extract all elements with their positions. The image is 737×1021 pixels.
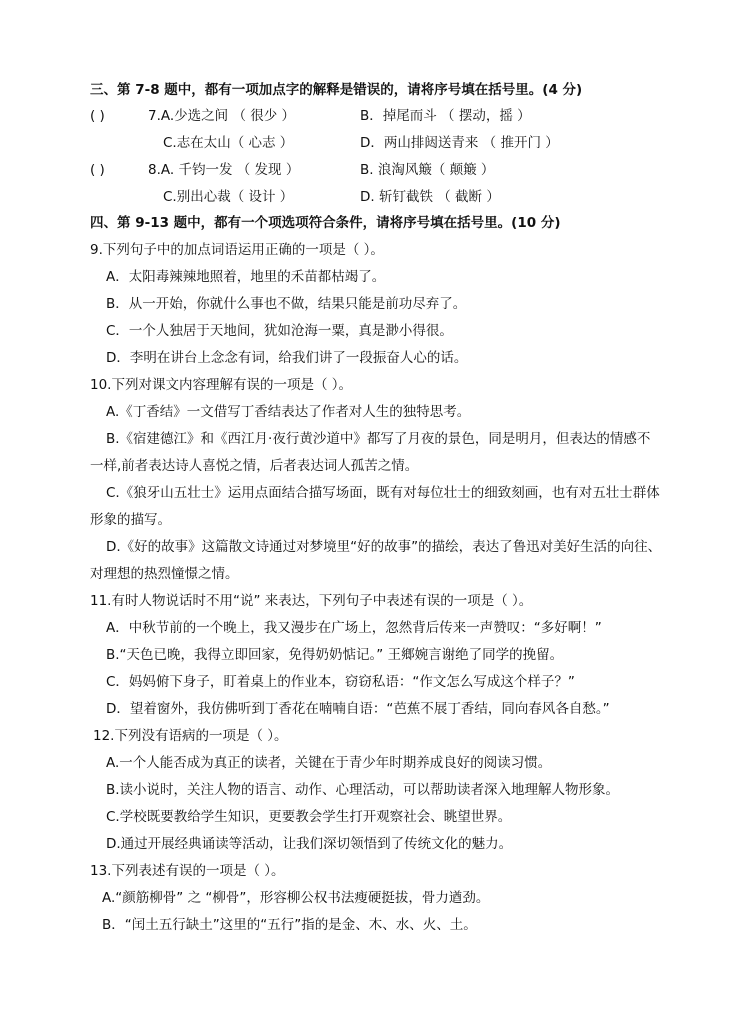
q12-option-d: D.通过开展经典诵读等活动，让我们深切领悟到了传统文化的魅力。 bbox=[106, 836, 513, 852]
q9-stem: 9.下列句子中的加点词语运用正确的一项是（ ）。 bbox=[90, 242, 384, 258]
q11-stem: 11.有时人物说话时不用“说” 来表达，下列句子中表述有误的一项是（ ）。 bbox=[90, 593, 533, 609]
q8-option-d: D. 斩钉截铁 （ 截断 ） bbox=[360, 189, 500, 205]
q10-option-b-cont: 一样,前者表达诗人喜悦之情，后者表达词人孤苦之情。 bbox=[90, 458, 419, 474]
q12-option-c: C.学校既要教给学生知识，更要教会学生打开观察社会、眺望世界。 bbox=[106, 809, 512, 825]
q8-answer-paren: ( ) bbox=[90, 162, 105, 178]
q11-option-c: C．妈妈俯下身子，盯着桌上的作业本，窃窃私语：“作文怎么写成这个样子？” bbox=[106, 674, 575, 690]
q10-option-c-cont: 形象的描写。 bbox=[90, 512, 171, 528]
q8-option-a: 8.A. 千钧一发 （ 发现 ） bbox=[148, 162, 300, 178]
section4-heading: 四、第 9-13 题中，都有一个项选项符合条件，请将序号填在括号里。(10 分) bbox=[90, 215, 561, 231]
section3-heading: 三、第 7-8 题中，都有一项加点字的解释是错误的，请将序号填在括号里。(4 分) bbox=[90, 82, 583, 98]
q12-option-b: B.读小说时，关注人物的语言、动作、心理活动，可以帮助读者深入地理解人物形象。 bbox=[106, 782, 620, 798]
q10-stem: 10.下列对课文内容理解有误的一项是（ ）。 bbox=[90, 377, 353, 393]
q8-option-c: C.别出心裁（ 设计 ） bbox=[163, 189, 294, 205]
q10-option-a: A.《丁香结》一文借写丁香结表达了作者对人生的独特思考。 bbox=[106, 404, 471, 420]
q9-option-a: A．太阳毒辣辣地照着，地里的禾苗都枯竭了。 bbox=[106, 269, 386, 285]
q11-option-d: D．望着窗外，我仿佛听到丁香花在喃喃自语：“芭蕉不展丁香结，同向春风各自愁。” bbox=[106, 701, 610, 717]
q9-option-d: D．李明在讲台上念念有词，给我们讲了一段振奋人心的话。 bbox=[106, 350, 468, 366]
q10-option-d: D.《好的故事》这篇散文诗通过对梦境里“好的故事”的描绘，表达了鲁迅对美好生活的向往、 bbox=[106, 539, 662, 555]
q10-option-c: C.《狼牙山五壮士》运用点面结合描写场面，既有对每位壮士的细致刻画，也有对五壮士群体 bbox=[106, 485, 660, 501]
q9-option-c: C．一个人独居于天地间，犹如沧海一粟，真是渺小得很。 bbox=[106, 323, 453, 339]
q8-option-b: B. 浪淘风簸（ 颠簸 ） bbox=[360, 162, 495, 178]
q7-option-d: D．两山排闼送青来 （ 推开门 ） bbox=[360, 135, 559, 151]
q11-option-a: A．中秋节前的一个晚上，我又漫步在广场上，忽然背后传来一声赞叹：“多好啊！” bbox=[106, 620, 602, 636]
q13-option-a: A.“颜筋柳骨” 之 “柳骨”，形容柳公权书法瘦硬挺拔，骨力遒劲。 bbox=[102, 890, 490, 906]
q12-stem: 12.下列没有语病的一项是（ ）。 bbox=[93, 728, 288, 744]
q13-stem: 13.下列表述有误的一项是（ ）。 bbox=[90, 863, 285, 879]
q13-option-b: B．“闰土五行缺土”这里的“五行”指的是金、木、水、火、土。 bbox=[102, 917, 477, 933]
q7-answer-paren: ( ) bbox=[90, 108, 105, 124]
q7-option-a: 7.A.少选之间 （ 很少 ） bbox=[148, 108, 296, 124]
q7-option-c: C.志在太山（ 心志 ） bbox=[163, 135, 294, 151]
q7-option-b: B．掉尾而斗 （ 摆动，摇 ） bbox=[360, 108, 531, 124]
q10-option-b: B.《宿建德江》和《西江月·夜行黄沙道中》都写了月夜的景色，同是明月，但表达的情感不 bbox=[106, 431, 651, 447]
q12-option-a: A.一个人能否成为真正的读者，关键在于青少年时期养成良好的阅读习惯。 bbox=[106, 755, 552, 771]
q9-option-b: B．从一开始，你就什么事也不做，结果只能是前功尽弃了。 bbox=[106, 296, 467, 312]
q10-option-d-cont: 对理想的热烈憧憬之情。 bbox=[90, 566, 239, 582]
q11-option-b: B.“天色已晚，我得立即回家，免得奶奶惦记。” 王鄉婉言谢绝了同学的挽留。 bbox=[106, 647, 564, 663]
